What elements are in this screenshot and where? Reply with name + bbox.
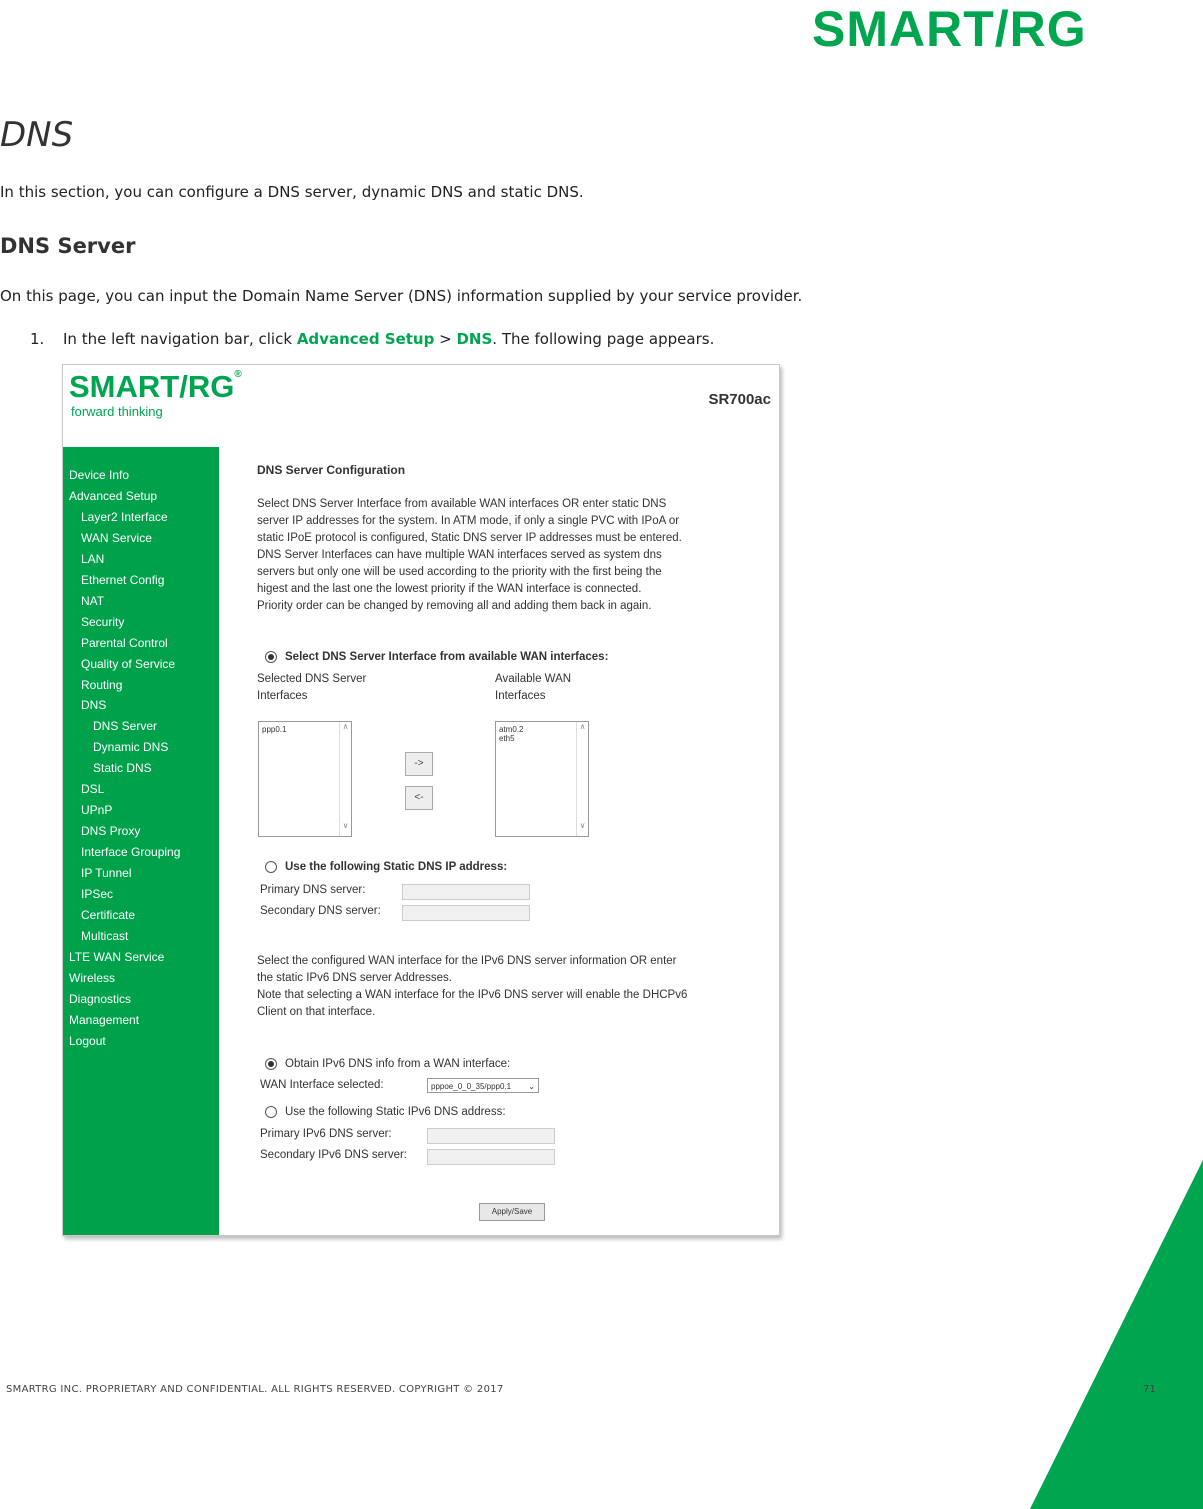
selected-interfaces-list[interactable] (258, 721, 352, 837)
nav-diagnostics[interactable]: Diagnostics (69, 992, 132, 1006)
nav-certificate[interactable]: Certificate (81, 908, 136, 922)
subsection-title: DNS Server (0, 234, 136, 258)
section-title: DNS (0, 115, 74, 155)
router-tagline: forward thinking (71, 404, 163, 419)
step-number: 1. (30, 330, 45, 348)
secondary-v6-input[interactable] (427, 1149, 555, 1165)
selected-label: Selected DNS Server Interfaces (257, 673, 367, 702)
nav-dns[interactable]: DNS (81, 698, 107, 712)
router-nav (63, 447, 219, 1235)
list-item[interactable]: ppp0.1 (262, 725, 287, 734)
wan-selected-label: WAN Interface selected: (260, 1079, 384, 1091)
nav-ipsec[interactable]: IPSec (81, 887, 114, 901)
nav-quality-of-service[interactable]: Quality of Service (81, 657, 176, 671)
nav-security[interactable]: Security (81, 615, 125, 629)
nav-dynamic-dns[interactable]: Dynamic DNS (93, 740, 169, 754)
nav-parental-control[interactable]: Parental Control (81, 636, 168, 650)
remove-interface-button[interactable]: <- (405, 786, 433, 810)
nav-multicast[interactable]: Multicast (81, 929, 129, 943)
available-label: Available WAN Interfaces (495, 673, 572, 702)
radio-static-ipv6[interactable]: Use the following Static IPv6 DNS address: (265, 1106, 506, 1118)
scrollbar[interactable]: ∧ ∨ (339, 722, 351, 836)
config-description: Select DNS Server Interface from available WAN interfaces OR enter static DNS server IP addresses for the system. In ATM mode, if only a single PVC with IPoA or static IPoE protocol is configured, Static DNS server IP addresses must be entered. DNS Server Interfaces can have multiple WAN interfaces served as system dns servers but only one will be used according to the priority with the first being the higest and the last one the lowest priority if the WAN interface is connected. Priority order can be changed by removing all and adding them back in again. (257, 498, 682, 612)
radio-selected-icon[interactable] (265, 1058, 277, 1070)
available-interfaces-list[interactable] (495, 721, 589, 837)
radio-unselected-icon[interactable] (265, 861, 277, 873)
step-prefix: In the left navigation bar, click (63, 330, 293, 348)
router-logo: SMART/RG® (69, 369, 242, 404)
primary-dns-input[interactable] (402, 884, 530, 900)
radio-dns-interface[interactable]: Select DNS Server Interface from available WAN interfaces: (265, 651, 608, 663)
config-title: DNS Server Configuration (257, 463, 406, 477)
intro-text: In this section, you can configure a DNS server, dynamic DNS and static DNS. (0, 183, 584, 201)
nav-wireless[interactable]: Wireless (69, 971, 116, 985)
chevron-down-icon: ⌄ (528, 1082, 535, 1091)
ipv6-description: Select the configured WAN interface for the IPv6 DNS server information OR enter the static IPv6 DNS server Addresses. Note that selecting a WAN interface for the IPv6 DNS server will enable the DHCPv6 Client on that interface. (257, 955, 688, 1018)
page-number: 71 (1143, 1384, 1156, 1395)
radio-unselected-icon[interactable] (265, 1106, 277, 1118)
nav-logout[interactable]: Logout (69, 1034, 106, 1048)
router-screenshot (62, 364, 780, 1236)
primary-v6-label: Primary IPv6 DNS server: (260, 1128, 392, 1140)
step-separator: > (439, 330, 452, 348)
nav-interface-grouping[interactable]: Interface Grouping (81, 845, 181, 859)
nav-routing[interactable]: Routing (81, 678, 123, 692)
step-suffix: . The following page appears. (492, 330, 715, 348)
radio-ipv6-wan[interactable]: Obtain IPv6 DNS info from a WAN interface: (265, 1058, 510, 1070)
secondary-dns-input[interactable] (402, 905, 530, 921)
nav-dsl[interactable]: DSL (81, 782, 105, 796)
dns-link[interactable]: DNS (456, 330, 493, 348)
list-item[interactable]: eth5 (499, 734, 515, 743)
primary-dns-label: Primary DNS server: (260, 884, 366, 896)
wan-interface-select[interactable]: pppoe_0_0_35/ppp0.1 ⌄ (427, 1078, 539, 1093)
nav-lan[interactable]: LAN (81, 552, 105, 566)
nav-ethernet-config[interactable]: Ethernet Config (81, 573, 165, 587)
nav-wan-service[interactable]: WAN Service (81, 531, 152, 545)
list-item[interactable]: atm0.2 (499, 725, 524, 734)
primary-v6-input[interactable] (427, 1128, 555, 1144)
nav-lte-wan-service[interactable]: LTE WAN Service (69, 950, 165, 964)
step-1 (30, 330, 714, 348)
secondary-dns-label: Secondary DNS server: (260, 905, 381, 917)
nav-dns-proxy[interactable]: DNS Proxy (81, 824, 141, 838)
nav-dns-server[interactable]: DNS Server (93, 719, 158, 733)
apply-save-button[interactable]: Apply/Save (479, 1203, 545, 1221)
nav-static-dns[interactable]: Static DNS (93, 761, 152, 775)
nav-advanced-setup[interactable]: Advanced Setup (69, 489, 158, 503)
router-model: SR700ac (708, 391, 771, 408)
radio-selected-icon[interactable] (265, 651, 277, 663)
secondary-v6-label: Secondary IPv6 DNS server: (260, 1149, 408, 1161)
advanced-setup-link[interactable]: Advanced Setup (296, 330, 435, 348)
nav-device-info[interactable]: Device Info (69, 468, 130, 482)
brand-logo: SMART/RG (812, 1, 1087, 57)
nav-nat[interactable]: NAT (81, 594, 105, 608)
nav-ip-tunnel[interactable]: IP Tunnel (81, 866, 132, 880)
nav-management[interactable]: Management (69, 1013, 140, 1027)
scrollbar[interactable]: ∧ ∨ (576, 722, 588, 836)
radio-static-dns[interactable]: Use the following Static DNS IP address: (265, 861, 507, 873)
nav-upnp[interactable]: UPnP (81, 803, 113, 817)
nav-layer2-interface[interactable]: Layer2 Interface (81, 510, 168, 524)
add-interface-button[interactable]: -> (405, 752, 433, 776)
footer-copyright: SMARTRG INC. PROPRIETARY AND CONFIDENTIAL. ALL RIGHTS RESERVED. COPYRIGHT © 2017 (6, 1384, 504, 1395)
subsection-text: On this page, you can input the Domain Name Server (DNS) information supplied by your service provider. (0, 287, 803, 305)
